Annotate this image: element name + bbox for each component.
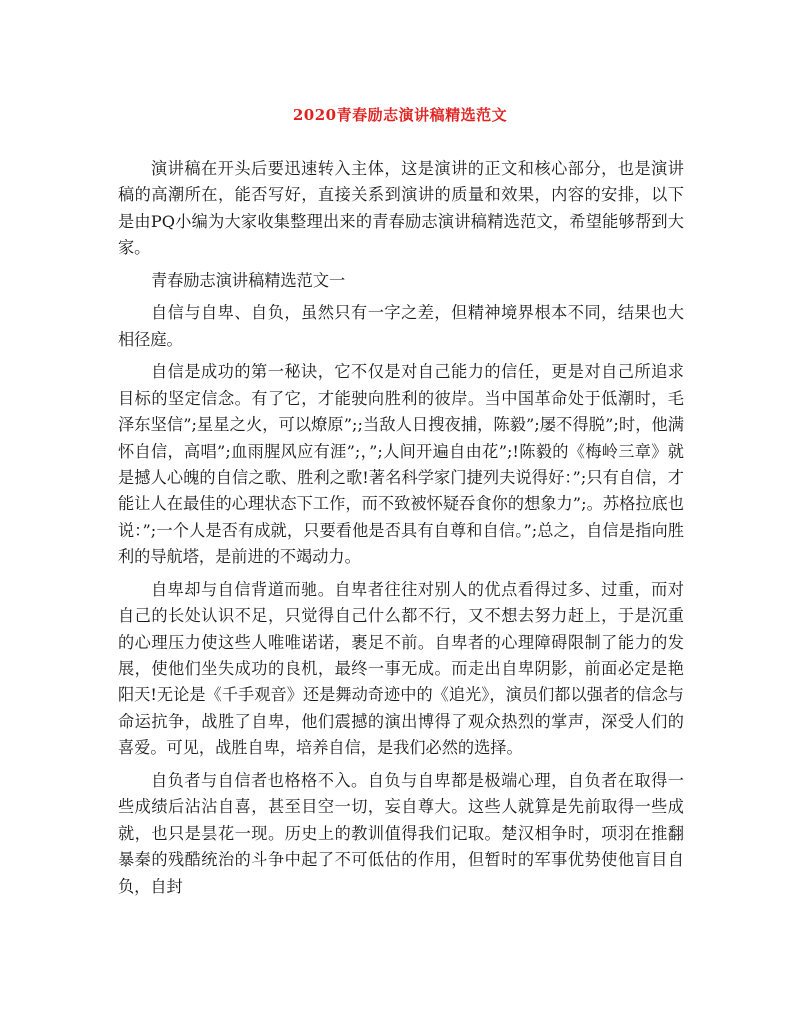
body-paragraph: 自信是成功的第一秘诀，它不仅是对自己能力的信任，更是对自己所追求目标的坚定信念。有了它，才能驶向胜利的彼岸。当中国革命处于低潮时，毛泽东坚信”;星星之火，可以燎原”;;当敌人日搜夜捕，陈毅”;屡不得脱”;时，他满怀自信，高唱”;血雨腥风应有涯”;，”;人间开遍自由花”;!陈毅的《梅岭三章》就是撼人心魄的自信之歌、胜利之歌!著名科学家门捷列夫说得好：”;只有自信，才能让人在最佳的心理状态下工作，而不致被怀疑吞食你的想象力”;。苏格拉底也说：”;一个人是否有成就，只要看他是否具有自尊和自信。”;总之，自信是指向胜利的导航塔，是前进的不竭动力。 bbox=[118, 362, 684, 567]
body-paragraph: 自卑却与自信背道而驰。自卑者往往对别人的优点看得过多、过重，而对自己的长处认识不足，只觉得自己什么都不行，又不想去努力赶上，于是沉重的心理压力使这些人唯唯诺诺，裹足不前。自卑者的心理障碍限制了能力的发展，使他们坐失成功的良机，最终一事无成。而走出自卑阴影，前面必定是艳阳天!无论是《千手观音》还是舞动奇迹中的《追光》，演员们都以强者的信念与命运抗争，战胜了自卑，他们震撼的演出博得了观众热烈的掌声，深受人们的喜爱。可见，战胜自卑，培养自信，是我们必然的选择。 bbox=[118, 579, 684, 758]
intro-paragraph: 演讲稿在开头后要迅速转入主体，这是演讲的正文和核心部分，也是演讲稿的高潮所在，能否写好，直接关系到演讲的质量和效果，内容的安排，以下是由PQ小编为大家收集整理出来的青春励志演讲稿精选范文，希望能够帮到大家。 bbox=[118, 159, 684, 258]
body-paragraph: 自信与自卑、自负，虽然只有一字之差，但精神境界根本不同，结果也大相径庭。 bbox=[118, 303, 684, 349]
section-heading: 青春励志演讲稿精选范文一 bbox=[151, 270, 346, 290]
document-body bbox=[118, 156, 684, 906]
document-title: 2020青春励志演讲稿精选范文 bbox=[292, 106, 508, 124]
body-paragraph: 自负者与自信者也格格不入。自负与自卑都是极端心理，自负者在取得一些成绩后沾沾自喜，甚至目空一切，妄自尊大。这些人就算是先前取得一些成就，也只是昙花一现。历史上的教训值得我们记取。楚汉相争时，项羽在推翻暴秦的残酷统治的斗争中起了不可低估的作用，但暂时的军事优势使他盲目自负，自封 bbox=[118, 770, 684, 896]
